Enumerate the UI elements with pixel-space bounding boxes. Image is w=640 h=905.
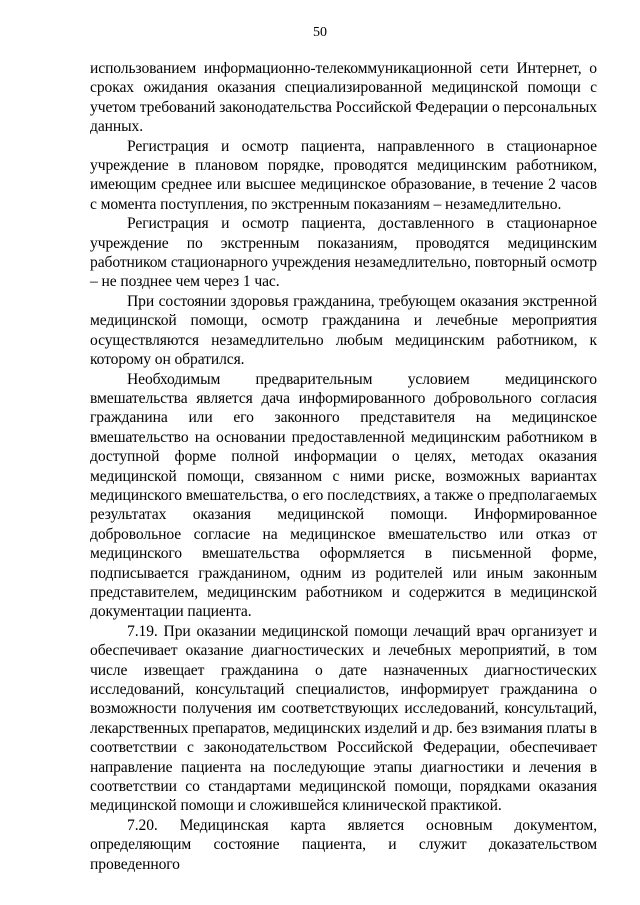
paragraph-7-20: 7.20. Медицинская карта является основным документом, определяющим состояние пациента, и служит доказательством проведенного (90, 816, 597, 873)
paragraph-continuation: использованием информационно-телекоммуникационной сети Интернет, о сроках ожидания оказания специализированной медицинской помощи с учетом требований законодательства Российской Федерации о персональных данных. (90, 60, 597, 136)
paragraph-planned-admission: Регистрация и осмотр пациента, направленного в стационарное учреждение в плановом порядке, проводятся медицинским работником, имеющим среднее или высшее медицинское образование, в течение 2 часов с момента поступления, по экстренным показаниям – незамедлительно. (90, 137, 597, 213)
paragraph-emergency-admission: Регистрация и осмотр пациента, доставленного в стационарное учреждение по экстренным показаниям, проводятся медицинским работником стационарного учреждения незамедлительно, повторный осмотр – не позднее чем через 1 час. (90, 215, 597, 291)
paragraph-emergency-care: При состоянии здоровья гражданина, требующем оказания экстренной медицинской помощи, осмотр гражданина и лечебные мероприятия осуществляются незамедлительно любым медицинским работником, к которому он обратился. (90, 292, 597, 369)
paragraph-informed-consent: Необходимым предварительным условием медицинского вмешательства является дача информированного добровольного согласия гражданина или его законного представителя на медицинское вмешательство на основании предоставленной медицинским работником в доступной форме полной информации о целях, методах оказания медицинской помощи, связанном с ними риске, возможных вариантах медицинского вмешательства, о его последствиях, а также о предполагаемых результатах оказания медицинской помощи. Информированное добровольное согласие на медицинское вмешательство или отказ от медицинского вмешательства оформляется в письменной форме, подписывается гражданином, одним из родителей или иным законным представителем, медицинским работником и содержится в медицинской документации пациента. (90, 370, 597, 621)
document-body (90, 59, 597, 874)
page-number: 50 (313, 25, 327, 40)
paragraph-7-19: 7.19. При оказании медицинской помощи лечащий врач организует и обеспечивает оказание диагностических и лечебных мероприятий, в том числе извещает гражданина о дате назначенных диагностических исследований, консультаций специалистов, информирует гражданина о возможности получения им соответствующих исследований, консультаций, лекарственных препаратов, медицинских изделий и др. без взимания платы в соответствии с законодательством Российской Федерации, обеспечивает направление пациента на последующие этапы диагностики и лечения в соответствии со стандартами медицинской помощи, порядками оказания медицинской помощи и сложившейся клинической практикой. (90, 622, 597, 815)
